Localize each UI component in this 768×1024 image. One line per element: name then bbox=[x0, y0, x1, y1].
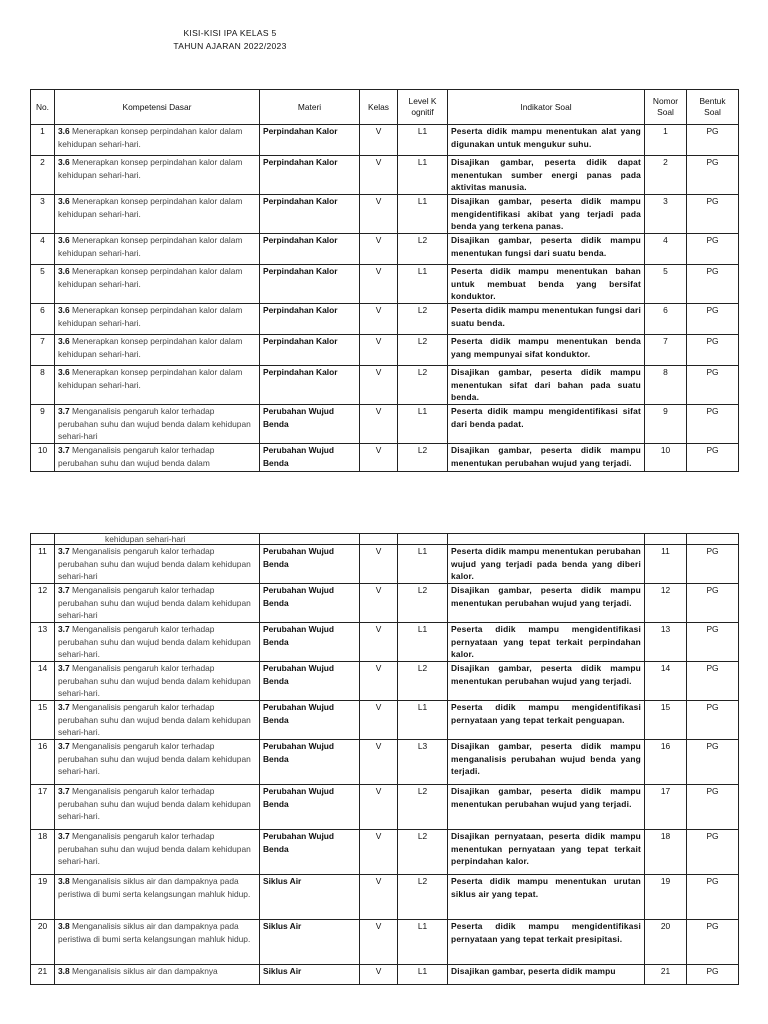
cell-level: L2 bbox=[398, 335, 448, 366]
cell-level: L1 bbox=[398, 623, 448, 662]
cell-indikator: Peserta didik mampu mengidentifikasi pernyataan yang tepat terkait perpindahan kalor. bbox=[448, 623, 645, 662]
kd-text: Menganalisis siklus air dan dampaknya bbox=[71, 966, 218, 976]
kd-text: Menganalisis pengaruh kalor terhadap perubahan suhu dan wujud benda dalam kehidupan sehari-hari bbox=[58, 546, 251, 581]
cell-kompetensi-dasar bbox=[55, 740, 260, 785]
cell-indikator: Disajikan gambar, peserta didik mampu menentukan perubahan wujud yang terjadi. bbox=[448, 444, 645, 472]
kd-text: Menerapkan konsep perpindahan kalor dalam kehidupan sehari-hari. bbox=[58, 367, 243, 390]
kd-number: 3.7 bbox=[58, 546, 70, 556]
cell-kompetensi-dasar bbox=[55, 920, 260, 965]
cell-kompetensi-dasar bbox=[55, 662, 260, 701]
cell-bentuk: PG bbox=[687, 875, 739, 920]
kd-number: 3.6 bbox=[58, 266, 70, 276]
cell-indikator: Peserta didik mampu menentukan bahan untuk membuat benda yang bersifat konduktor. bbox=[448, 265, 645, 304]
cell-no: 6 bbox=[31, 304, 55, 335]
header-kelas: Kelas bbox=[360, 90, 398, 125]
cell-bentuk: PG bbox=[687, 545, 739, 584]
cell-nomor: 17 bbox=[645, 785, 687, 830]
cell-kompetensi-dasar bbox=[55, 195, 260, 234]
cell-materi: Perubahan Wujud Benda bbox=[260, 584, 360, 623]
cell-level: L2 bbox=[398, 366, 448, 405]
cell-no: 3 bbox=[31, 195, 55, 234]
cell-indikator: Disajikan gambar, peserta didik mampu menganalisis perubahan wujud benda yang terjadi. bbox=[448, 740, 645, 785]
cell-indikator: Disajikan gambar, peserta didik mampu mengidentifikasi akibat yang terjadi pada benda yang terkena panas. bbox=[448, 195, 645, 234]
cell-level: L2 bbox=[398, 304, 448, 335]
cell-nomor: 15 bbox=[645, 701, 687, 740]
kd-number: 3.8 bbox=[58, 966, 70, 976]
cell-kompetensi-dasar bbox=[55, 405, 260, 444]
cell-kompetensi-dasar bbox=[55, 545, 260, 584]
cell-bentuk: PG bbox=[687, 701, 739, 740]
cell-kd-continuation: kehidupan sehari-hari bbox=[55, 534, 260, 545]
cell-no: 4 bbox=[31, 234, 55, 265]
kd-number: 3.7 bbox=[58, 741, 70, 751]
cell-bentuk: PG bbox=[687, 740, 739, 785]
kd-number: 3.7 bbox=[58, 406, 70, 416]
cell-no: 12 bbox=[31, 584, 55, 623]
cell-materi: Perubahan Wujud Benda bbox=[260, 830, 360, 875]
cell-bentuk: PG bbox=[687, 405, 739, 444]
cell-kompetensi-dasar bbox=[55, 366, 260, 405]
cell-no: 8 bbox=[31, 366, 55, 405]
cell-level: L1 bbox=[398, 545, 448, 584]
cell-level: L2 bbox=[398, 830, 448, 875]
table-row bbox=[31, 335, 739, 366]
cell-level: L1 bbox=[398, 265, 448, 304]
cell-bentuk: PG bbox=[687, 965, 739, 985]
cell-indikator: Disajikan gambar, peserta didik mampu menentukan sifat dari bahan pada suatu benda. bbox=[448, 366, 645, 405]
header-nomor-soal: Nomor Soal bbox=[645, 90, 687, 125]
cell-materi: Perubahan Wujud Benda bbox=[260, 444, 360, 472]
cell-kelas: V bbox=[360, 335, 398, 366]
kd-text: Menerapkan konsep perpindahan kalor dalam kehidupan sehari-hari. bbox=[58, 196, 243, 219]
cell-kelas bbox=[360, 534, 398, 545]
cell-materi: Perubahan Wujud Benda bbox=[260, 405, 360, 444]
cell-kelas: V bbox=[360, 125, 398, 156]
cell-materi: Perpindahan Kalor bbox=[260, 335, 360, 366]
cell-materi: Perpindahan Kalor bbox=[260, 156, 360, 195]
cell-kelas: V bbox=[360, 584, 398, 623]
cell-kompetensi-dasar bbox=[55, 265, 260, 304]
cell-level: L1 bbox=[398, 156, 448, 195]
cell-nomor: 20 bbox=[645, 920, 687, 965]
kd-number: 3.7 bbox=[58, 624, 70, 634]
cell-indikator: Disajikan pernyataan, peserta didik mampu menentukan pernyataan yang tepat terkait perpindahan kalor. bbox=[448, 830, 645, 875]
cell-kelas: V bbox=[360, 623, 398, 662]
table-row bbox=[31, 156, 739, 195]
cell-kelas: V bbox=[360, 830, 398, 875]
cell-nomor: 5 bbox=[645, 265, 687, 304]
kd-number: 3.6 bbox=[58, 196, 70, 206]
table-row bbox=[31, 740, 739, 785]
cell-kompetensi-dasar bbox=[55, 623, 260, 662]
cell-kelas: V bbox=[360, 195, 398, 234]
cell-kelas: V bbox=[360, 920, 398, 965]
kd-number: 3.6 bbox=[58, 126, 70, 136]
cell-materi: Perubahan Wujud Benda bbox=[260, 701, 360, 740]
cell-level: L2 bbox=[398, 662, 448, 701]
cell-bentuk: PG bbox=[687, 304, 739, 335]
table-row bbox=[31, 304, 739, 335]
cell-level: L1 bbox=[398, 965, 448, 985]
cell-no: 2 bbox=[31, 156, 55, 195]
table-body-page-1 bbox=[31, 125, 739, 472]
kd-number: 3.7 bbox=[58, 831, 70, 841]
header-kompetensi-dasar: Kompetensi Dasar bbox=[55, 90, 260, 125]
table-row bbox=[31, 830, 739, 875]
cell-materi: Perubahan Wujud Benda bbox=[260, 623, 360, 662]
header-no: No. bbox=[31, 90, 55, 125]
cell-indikator: Disajikan gambar, peserta didik mampu menentukan perubahan wujud yang terjadi. bbox=[448, 785, 645, 830]
kd-text: Menerapkan konsep perpindahan kalor dalam kehidupan sehari-hari. bbox=[58, 157, 243, 180]
table-row bbox=[31, 920, 739, 965]
cell-kelas: V bbox=[360, 156, 398, 195]
cell-materi: Perpindahan Kalor bbox=[260, 195, 360, 234]
cell-nomor: 3 bbox=[645, 195, 687, 234]
kd-text: Menerapkan konsep perpindahan kalor dalam kehidupan sehari-hari. bbox=[58, 305, 243, 328]
kd-number: 3.6 bbox=[58, 305, 70, 315]
cell-nomor: 13 bbox=[645, 623, 687, 662]
kd-text: Menganalisis pengaruh kalor terhadap perubahan suhu dan wujud benda dalam kehidupan sehari-hari. bbox=[58, 663, 251, 698]
header-materi: Materi bbox=[260, 90, 360, 125]
cell-indikator: Disajikan gambar, peserta didik mampu menentukan perubahan wujud yang terjadi. bbox=[448, 662, 645, 701]
cell-kelas: V bbox=[360, 965, 398, 985]
cell-level: L1 bbox=[398, 405, 448, 444]
kd-text: Menerapkan konsep perpindahan kalor dalam kehidupan sehari-hari. bbox=[58, 126, 243, 149]
cell-bentuk: PG bbox=[687, 444, 739, 472]
kd-text: Menerapkan konsep perpindahan kalor dalam kehidupan sehari-hari. bbox=[58, 336, 243, 359]
cell-no: 14 bbox=[31, 662, 55, 701]
cell-level: L2 bbox=[398, 444, 448, 472]
cell-level: L2 bbox=[398, 584, 448, 623]
cell-indikator: Disajikan gambar, peserta didik dapat menentukan sumber energi panas pada aktivitas manusia. bbox=[448, 156, 645, 195]
cell-indikator: Disajikan gambar, peserta didik mampu menentukan fungsi dari suatu benda. bbox=[448, 234, 645, 265]
cell-level: L3 bbox=[398, 740, 448, 785]
cell-no: 18 bbox=[31, 830, 55, 875]
kd-number: 3.6 bbox=[58, 367, 70, 377]
kd-text: Menganalisis pengaruh kalor terhadap perubahan suhu dan wujud benda dalam kehidupan sehari-hari. bbox=[58, 786, 251, 821]
cell-kelas: V bbox=[360, 875, 398, 920]
table-row bbox=[31, 623, 739, 662]
cell-no: 7 bbox=[31, 335, 55, 366]
cell-nomor: 21 bbox=[645, 965, 687, 985]
cell-no: 9 bbox=[31, 405, 55, 444]
cell-nomor: 4 bbox=[645, 234, 687, 265]
cell-bentuk: PG bbox=[687, 662, 739, 701]
cell-materi: Perubahan Wujud Benda bbox=[260, 785, 360, 830]
kd-number: 3.7 bbox=[58, 786, 70, 796]
cell-kelas: V bbox=[360, 740, 398, 785]
cell-kompetensi-dasar bbox=[55, 785, 260, 830]
cell-indikator: Peserta didik mampu menentukan fungsi dari suatu benda. bbox=[448, 304, 645, 335]
cell-nomor: 18 bbox=[645, 830, 687, 875]
cell-materi bbox=[260, 534, 360, 545]
cell-level bbox=[398, 534, 448, 545]
kisi-table-page-1 bbox=[30, 89, 739, 472]
cell-kompetensi-dasar bbox=[55, 234, 260, 265]
kd-number: 3.7 bbox=[58, 585, 70, 595]
cell-kelas: V bbox=[360, 785, 398, 830]
kd-text: Menganalisis pengaruh kalor terhadap perubahan suhu dan wujud benda dalam kehidupan sehari-hari bbox=[58, 406, 251, 441]
cell-kompetensi-dasar bbox=[55, 965, 260, 985]
cell-materi: Siklus Air bbox=[260, 875, 360, 920]
cell-indikator: Peserta didik mampu mengidentifikasi pernyataan yang tepat terkait penguapan. bbox=[448, 701, 645, 740]
cell-level: L1 bbox=[398, 125, 448, 156]
cell-bentuk: PG bbox=[687, 335, 739, 366]
cell-bentuk: PG bbox=[687, 785, 739, 830]
cell-nomor: 11 bbox=[645, 545, 687, 584]
kd-text: Menganalisis pengaruh kalor terhadap perubahan suhu dan wujud benda dalam kehidupan sehari-hari. bbox=[58, 741, 251, 776]
cell-bentuk: PG bbox=[687, 125, 739, 156]
cell-bentuk: PG bbox=[687, 265, 739, 304]
kd-number: 3.6 bbox=[58, 235, 70, 245]
cell-nomor: 10 bbox=[645, 444, 687, 472]
cell-nomor: 14 bbox=[645, 662, 687, 701]
cell-no: 19 bbox=[31, 875, 55, 920]
cell-nomor: 6 bbox=[645, 304, 687, 335]
cell-level: L2 bbox=[398, 785, 448, 830]
cell-no: 1 bbox=[31, 125, 55, 156]
header-bentuk-soal: Bentuk Soal bbox=[687, 90, 739, 125]
kd-number: 3.7 bbox=[58, 663, 70, 673]
cell-bentuk: PG bbox=[687, 623, 739, 662]
cell-level: L1 bbox=[398, 195, 448, 234]
cell-kompetensi-dasar bbox=[55, 304, 260, 335]
header-indikator-soal: Indikator Soal bbox=[448, 90, 645, 125]
kd-text: Menganalisis pengaruh kalor terhadap perubahan suhu dan wujud benda dalam kehidupan sehari-hari bbox=[58, 585, 251, 620]
document-subtitle: TAHUN AJARAN 2022/2023 bbox=[173, 41, 287, 51]
cell-materi: Perubahan Wujud Benda bbox=[260, 545, 360, 584]
kd-number: 3.6 bbox=[58, 157, 70, 167]
cell-kelas: V bbox=[360, 444, 398, 472]
cell-kompetensi-dasar bbox=[55, 830, 260, 875]
cell-bentuk: PG bbox=[687, 920, 739, 965]
cell-kompetensi-dasar bbox=[55, 335, 260, 366]
cell-no: 21 bbox=[31, 965, 55, 985]
header-level-kognitif: Level K ognitif bbox=[398, 90, 448, 125]
cell-kelas: V bbox=[360, 405, 398, 444]
table-row bbox=[31, 545, 739, 584]
cell-indikator: Peserta didik mampu menentukan benda yang mempunyai sifat konduktor. bbox=[448, 335, 645, 366]
table-row bbox=[31, 662, 739, 701]
cell-bentuk: PG bbox=[687, 234, 739, 265]
cell-no: 20 bbox=[31, 920, 55, 965]
cell-kompetensi-dasar bbox=[55, 156, 260, 195]
kd-text: Menganalisis pengaruh kalor terhadap perubahan suhu dan wujud benda dalam kehidupan sehari-hari. bbox=[58, 624, 251, 659]
cell-no: 13 bbox=[31, 623, 55, 662]
cell-kompetensi-dasar bbox=[55, 701, 260, 740]
cell-bentuk: PG bbox=[687, 584, 739, 623]
cell-kelas: V bbox=[360, 545, 398, 584]
cell-kompetensi-dasar bbox=[55, 444, 260, 472]
table-row bbox=[31, 875, 739, 920]
cell-bentuk: PG bbox=[687, 195, 739, 234]
kd-text: Menganalisis pengaruh kalor terhadap perubahan suhu dan wujud benda dalam kehidupan sehari-hari. bbox=[58, 831, 251, 866]
kisi-table-page-2 bbox=[30, 533, 739, 985]
table-row bbox=[31, 195, 739, 234]
cell-materi: Perpindahan Kalor bbox=[260, 125, 360, 156]
cell-nomor bbox=[645, 534, 687, 545]
kd-text: Menerapkan konsep perpindahan kalor dalam kehidupan sehari-hari. bbox=[58, 235, 243, 258]
cell-level: L1 bbox=[398, 701, 448, 740]
kd-text: Menganalisis pengaruh kalor terhadap perubahan suhu dan wujud benda dalam kehidupan sehari-hari. bbox=[58, 702, 251, 737]
cell-nomor: 7 bbox=[645, 335, 687, 366]
cell-no: 5 bbox=[31, 265, 55, 304]
cell-indikator: Disajikan gambar, peserta didik mampu menentukan perubahan wujud yang terjadi. bbox=[448, 584, 645, 623]
cell-materi: Perpindahan Kalor bbox=[260, 366, 360, 405]
table-header-row bbox=[31, 90, 739, 125]
cell-nomor: 8 bbox=[645, 366, 687, 405]
cell-bentuk: PG bbox=[687, 366, 739, 405]
kd-text: Menganalisis pengaruh kalor terhadap perubahan suhu dan wujud benda dalam bbox=[58, 445, 215, 468]
cell-nomor: 1 bbox=[645, 125, 687, 156]
cell-no: 15 bbox=[31, 701, 55, 740]
cell-nomor: 16 bbox=[645, 740, 687, 785]
cell-materi: Perubahan Wujud Benda bbox=[260, 662, 360, 701]
cell-kelas: V bbox=[360, 701, 398, 740]
cell-nomor: 12 bbox=[645, 584, 687, 623]
table-row bbox=[31, 405, 739, 444]
document-title: KISI-KISI IPA KELAS 5 bbox=[183, 28, 277, 38]
cell-materi: Perubahan Wujud Benda bbox=[260, 740, 360, 785]
table-row bbox=[31, 265, 739, 304]
cell-indikator: Peserta didik mampu menentukan urutan siklus air yang tepat. bbox=[448, 875, 645, 920]
cell-kompetensi-dasar bbox=[55, 584, 260, 623]
cell-nomor: 2 bbox=[645, 156, 687, 195]
cell-kelas: V bbox=[360, 366, 398, 405]
cell-indikator: Peserta didik mampu menentukan perubahan wujud yang terjadi pada benda yang diberi kalor. bbox=[448, 545, 645, 584]
table-row bbox=[31, 701, 739, 740]
cell-materi: Perpindahan Kalor bbox=[260, 265, 360, 304]
cell-indikator: Peserta didik mampu menentukan alat yang digunakan untuk mengukur suhu. bbox=[448, 125, 645, 156]
cell-level: L2 bbox=[398, 234, 448, 265]
cell-materi: Siklus Air bbox=[260, 920, 360, 965]
cell-no bbox=[31, 534, 55, 545]
cell-nomor: 9 bbox=[645, 405, 687, 444]
table-row bbox=[31, 785, 739, 830]
cell-bentuk: PG bbox=[687, 156, 739, 195]
cell-no: 11 bbox=[31, 545, 55, 584]
kd-text: Menganalisis siklus air dan dampaknya pada peristiwa di bumi serta kelangsungan mahluk hidup. bbox=[58, 876, 251, 899]
cell-indikator bbox=[448, 534, 645, 545]
cell-kelas: V bbox=[360, 662, 398, 701]
table-row bbox=[31, 366, 739, 405]
cell-level: L2 bbox=[398, 875, 448, 920]
cell-kompetensi-dasar bbox=[55, 875, 260, 920]
cell-kompetensi-dasar bbox=[55, 125, 260, 156]
cell-materi: Perpindahan Kalor bbox=[260, 234, 360, 265]
table-row bbox=[31, 584, 739, 623]
cell-materi: Siklus Air bbox=[260, 965, 360, 985]
table-row bbox=[31, 125, 739, 156]
cell-kelas: V bbox=[360, 265, 398, 304]
cell-kelas: V bbox=[360, 304, 398, 335]
table-row bbox=[31, 965, 739, 985]
table-row bbox=[31, 444, 739, 472]
cell-nomor: 19 bbox=[645, 875, 687, 920]
cell-no: 16 bbox=[31, 740, 55, 785]
cell-no: 10 bbox=[31, 444, 55, 472]
cell-indikator: Peserta didik mampu mengidentifikasi pernyataan yang tepat terkait presipitasi. bbox=[448, 920, 645, 965]
kd-text: Menganalisis siklus air dan dampaknya pada peristiwa di bumi serta kelangsungan mahluk hidup. bbox=[58, 921, 251, 944]
kd-number: 3.8 bbox=[58, 876, 70, 886]
table-body-page-2 bbox=[31, 534, 739, 985]
cell-bentuk: PG bbox=[687, 830, 739, 875]
kd-text: Menerapkan konsep perpindahan kalor dalam kehidupan sehari-hari. bbox=[58, 266, 243, 289]
kd-number: 3.6 bbox=[58, 336, 70, 346]
cell-bentuk bbox=[687, 534, 739, 545]
cell-level: L1 bbox=[398, 920, 448, 965]
kd-number: 3.8 bbox=[58, 921, 70, 931]
kd-number: 3.7 bbox=[58, 445, 70, 455]
continuation-row bbox=[31, 534, 739, 545]
kd-number: 3.7 bbox=[58, 702, 70, 712]
table-row bbox=[31, 234, 739, 265]
cell-indikator: Disajikan gambar, peserta didik mampu bbox=[448, 965, 645, 985]
cell-indikator: Peserta didik mampu mengidentifikasi sifat dari benda padat. bbox=[448, 405, 645, 444]
cell-no: 17 bbox=[31, 785, 55, 830]
cell-materi: Perpindahan Kalor bbox=[260, 304, 360, 335]
cell-kelas: V bbox=[360, 234, 398, 265]
